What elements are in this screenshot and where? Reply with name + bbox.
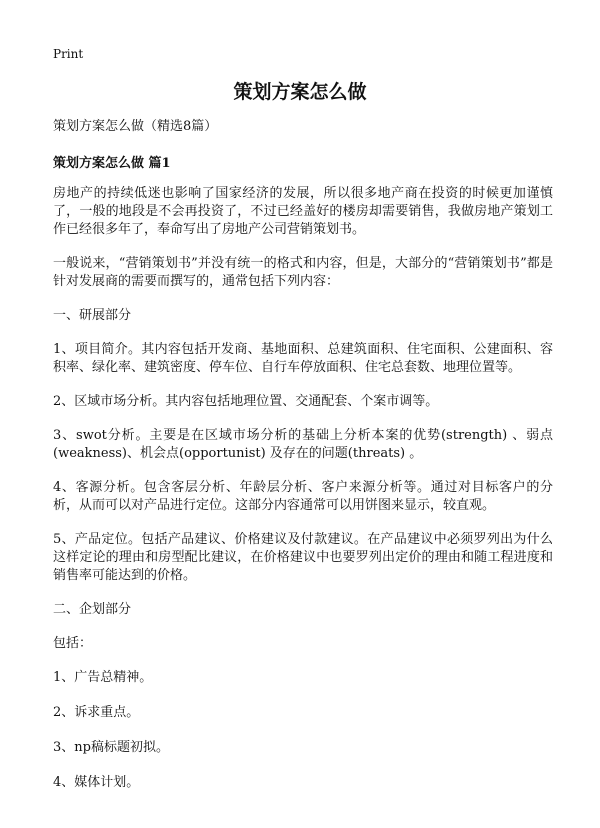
section-title-research: 一、研展部分	[53, 308, 132, 323]
research-item-4: 4、客源分析。包含客层分析、年龄层分析、客户来源分析等。通过对目标客户的分析，从而可以对产品进行定位。这部分内容通常可以用饼图来显示，较直观。	[53, 480, 553, 513]
section-heading: 策划方案怎么做 篇1	[53, 156, 171, 171]
page-title: 策划方案怎么做	[233, 81, 367, 103]
planning-item-3: 3、np稿标题初拟。	[53, 740, 169, 755]
planning-item-2: 2、诉求重点。	[53, 705, 140, 720]
planning-item-1: 1、广告总精神。	[53, 670, 153, 685]
document-body	[53, 118, 553, 809]
research-item-1: 1、项目简介。其内容包括开发商、基地面积、总建筑面积、住宅面积、公建面积、容积率、绿化率、建筑密度、停车位、自行车停放面积、住宅总套数、地理位置等。	[53, 342, 553, 375]
section-title-planning: 二、企划部分	[53, 602, 132, 617]
research-item-5: 5、产品定位。包括产品建议、价格建议及付款建议。在产品建议中必须罗列出为什么这样定论的理由和房型配比建议，在价格建议中也要罗列出定价的理由和随工程进度和销售率可能达到的价格。	[53, 532, 553, 583]
print-label: Print	[53, 47, 84, 61]
planning-item-4: 4、媒体计划。	[53, 775, 140, 790]
intro-paragraph: 房地产的持续低迷也影响了国家经济的发展，所以很多地产商在投资的时候更加谨慎了，一般的地段是不会再投资了，不过已经盖好的楼房却需要销售，我做房地产策划工作已经很多年了，奉命写出了房地产公司营销策划书。	[53, 186, 553, 237]
document-subtitle: 策划方案怎么做（精选8篇）	[53, 119, 218, 134]
overview-paragraph: 一般说来，“营销策划书”并没有统一的格式和内容，但是，大部分的“营销策划书”都是针对发展商的需要而撰写的，通常包括下列内容：	[53, 256, 553, 289]
research-item-3: 3、swot分析。主要是在区域市场分析的基础上分析本案的优势(strength) 、弱点(weakness)、机会点(opportunist) 及存在的问题(threats) 。	[53, 428, 553, 461]
research-item-2: 2、区域市场分析。其内容包括地理位置、交通配套、个案市调等。	[53, 394, 439, 409]
includes-label: 包括：	[53, 636, 93, 651]
